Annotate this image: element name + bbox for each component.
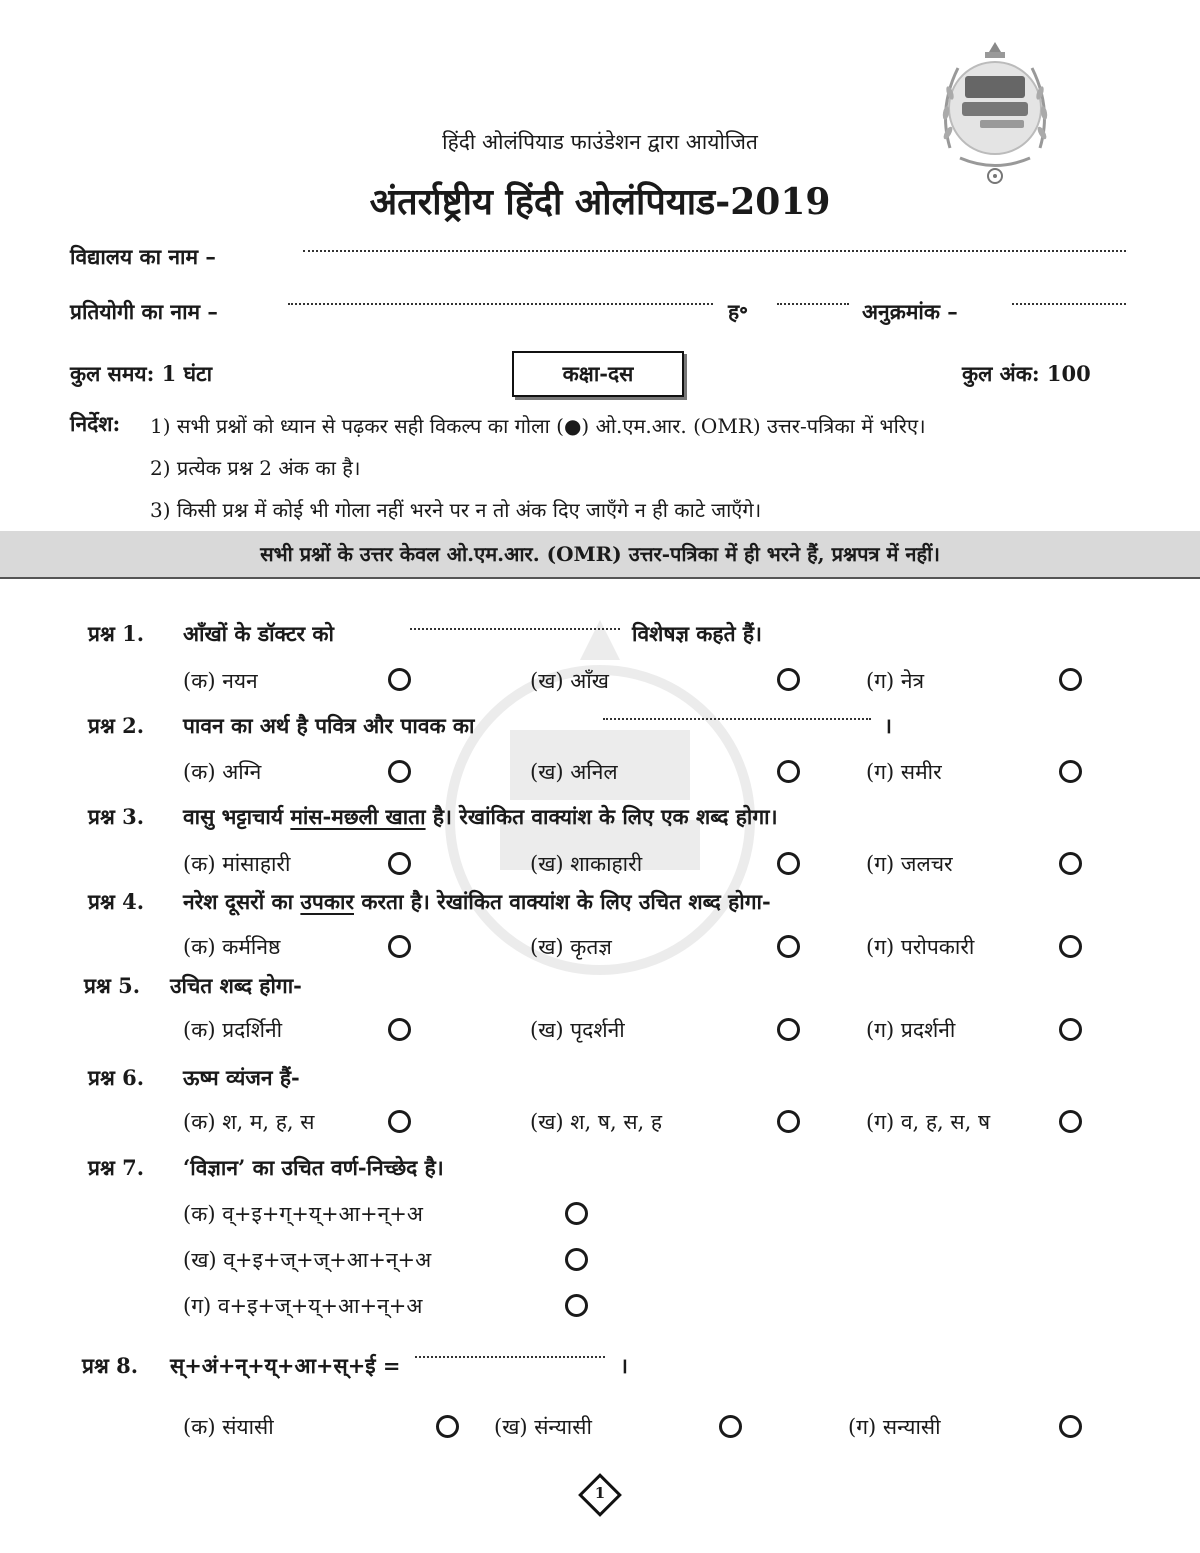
- answer-circle[interactable]: [777, 935, 800, 958]
- question-text: उचित शब्द होगा-: [170, 973, 302, 998]
- question-text: विशेषज्ञ कहते हैं।: [632, 621, 762, 646]
- school-name-field[interactable]: [303, 250, 1126, 252]
- option-label: (क) व्+इ+ग्+य्+आ+न्+अ: [183, 1202, 423, 1226]
- answer-circle[interactable]: [388, 852, 411, 875]
- option-label: (ख) शाकाहारी: [530, 852, 643, 876]
- option-label: (ख) कृतज्ञ: [530, 935, 612, 959]
- answer-circle[interactable]: [1059, 935, 1082, 958]
- question-label: प्रश्न 2.: [88, 713, 145, 738]
- question-label: प्रश्न 3.: [88, 804, 145, 829]
- question-label: प्रश्न 4.: [88, 889, 145, 914]
- organizer-line: हिंदी ओलंपियाड फाउंडेशन द्वारा आयोजित: [442, 130, 758, 154]
- option-label: (क) श, म, ह, स: [183, 1110, 315, 1134]
- answer-circle[interactable]: [1059, 760, 1082, 783]
- option-label: (ग) नेत्र: [866, 669, 925, 693]
- question-text-part: करता है। रेखांकित वाक्यांश के लिए उचित शब्द होगा-: [361, 889, 771, 914]
- option-label: (क) प्रदर्शिनी: [183, 1018, 283, 1042]
- answer-circle[interactable]: [388, 668, 411, 691]
- question-text-part: वासु भट्टाचार्य: [183, 804, 284, 829]
- instructions-label: निर्देश:: [70, 411, 121, 436]
- option-label: (ग) व+इ+ज्+य्+आ+न्+अ: [183, 1294, 423, 1318]
- answer-circle[interactable]: [1059, 852, 1082, 875]
- question-text: [183, 803, 778, 831]
- school-name-label: विद्यालय का नाम –: [70, 244, 216, 269]
- option-label: (क) संयासी: [183, 1415, 274, 1439]
- answer-circle[interactable]: [777, 1018, 800, 1041]
- page-title: अंतर्राष्ट्रीय हिंदी ओलंपियाड-2019: [369, 181, 831, 223]
- option-label: (ख) पृदर्शनी: [530, 1018, 625, 1042]
- question-text: ‘विज्ञान’ का उचित वर्ण-निच्छेद है।: [183, 1155, 444, 1180]
- instruction-item: 3) किसी प्रश्न में कोई भी गोला नहीं भरने पर न तो अंक दिए जाएँगे न ही काटे जाएँगे।: [150, 498, 762, 522]
- question-label: प्रश्न 1.: [88, 621, 145, 646]
- question-label: प्रश्न 6.: [88, 1065, 145, 1090]
- underlined-phrase: उपकार: [300, 889, 354, 914]
- answer-circle[interactable]: [1059, 668, 1082, 691]
- question-text: ।: [620, 1353, 628, 1378]
- option-label: (क) नयन: [183, 669, 258, 693]
- page-number: 1: [594, 1484, 606, 1502]
- class-box: कक्षा-दस: [512, 351, 684, 397]
- option-label: (ख) व्+इ+ज्+ज्+आ+न्+अ: [183, 1248, 432, 1272]
- roll-number-field[interactable]: [1012, 303, 1126, 305]
- question-text: आँखों के डॉक्टर को: [183, 621, 334, 646]
- signature-field[interactable]: [777, 303, 849, 305]
- blank-line: [603, 718, 871, 720]
- option-label: (ग) समीर: [866, 760, 942, 784]
- option-label: (क) अग्नि: [183, 760, 262, 784]
- option-label: (क) कर्मनिष्ठ: [183, 935, 281, 959]
- option-label: (ग) सन्यासी: [848, 1415, 941, 1439]
- answer-circle[interactable]: [565, 1294, 588, 1317]
- hindi-olympiad-seal-icon: [930, 38, 1060, 188]
- answer-circle[interactable]: [777, 1110, 800, 1133]
- question-label: प्रश्न 5.: [84, 973, 141, 998]
- omr-notice-band: सभी प्रश्नों के उत्तर केवल ओ.एम.आर. (OMR) उत्तर-पत्रिका में ही भरने हैं, प्रश्नपत्र में नहीं।: [0, 531, 1200, 579]
- underlined-phrase: मांस-मछली खाता: [290, 804, 426, 829]
- roll-number-label: अनुक्रमांक –: [862, 299, 958, 324]
- option-label: (ग) जलचर: [866, 852, 953, 876]
- answer-circle[interactable]: [388, 1018, 411, 1041]
- answer-circle[interactable]: [777, 668, 800, 691]
- question-text: पावन का अर्थ है पवित्र और पावक का: [183, 713, 475, 738]
- answer-circle[interactable]: [1059, 1415, 1082, 1438]
- option-label: (क) मांसाहारी: [183, 852, 291, 876]
- option-label: (ग) परोपकारी: [866, 935, 975, 959]
- answer-circle[interactable]: [1059, 1018, 1082, 1041]
- instruction-item: 1) सभी प्रश्नों को ध्यान से पढ़कर सही विकल्प का गोला (●) ओ.एम.आर. (OMR) उत्तर-पत्रिका में भरिए।: [150, 414, 926, 438]
- question-text-part: नरेश दूसरों का: [183, 889, 294, 914]
- question-text-part: है। रेखांकित वाक्यांश के लिए एक शब्द होगा।: [432, 804, 778, 829]
- question-label: प्रश्न 7.: [88, 1155, 145, 1180]
- question-text: [183, 888, 771, 916]
- option-label: (ख) अनिल: [530, 760, 618, 784]
- question-text: ।: [884, 713, 892, 738]
- option-label: (ख) संन्यासी: [494, 1415, 592, 1439]
- signature-label: ह॰: [728, 299, 749, 324]
- answer-circle[interactable]: [388, 935, 411, 958]
- answer-circle[interactable]: [777, 852, 800, 875]
- blank-line: [415, 1356, 605, 1358]
- page-number-badge: [578, 1473, 622, 1517]
- option-label: (ख) आँख: [530, 669, 609, 693]
- instruction-item: 2) प्रत्येक प्रश्न 2 अंक का है।: [150, 456, 361, 480]
- question-text: ऊष्म व्यंजन हैं-: [183, 1065, 300, 1090]
- answer-circle[interactable]: [1059, 1110, 1082, 1133]
- answer-circle[interactable]: [565, 1202, 588, 1225]
- total-marks: कुल अंक: 100: [962, 361, 1091, 386]
- blank-line: [410, 628, 620, 630]
- answer-circle[interactable]: [777, 760, 800, 783]
- question-label: प्रश्न 8.: [82, 1353, 139, 1378]
- participant-name-field[interactable]: [288, 303, 713, 305]
- option-label: (ख) श, ष, स, ह: [530, 1110, 663, 1134]
- question-text: स्+अं+न्+य्+आ+स्+ई =: [170, 1353, 401, 1378]
- answer-circle[interactable]: [388, 1110, 411, 1133]
- option-label: (ग) व, ह, स, ष: [866, 1110, 991, 1134]
- answer-circle[interactable]: [565, 1248, 588, 1271]
- answer-circle[interactable]: [388, 760, 411, 783]
- total-time: कुल समय: 1 घंटा: [70, 361, 213, 386]
- answer-circle[interactable]: [719, 1415, 742, 1438]
- participant-name-label: प्रतियोगी का नाम –: [70, 299, 218, 324]
- answer-circle[interactable]: [436, 1415, 459, 1438]
- option-label: (ग) प्रदर्शनी: [866, 1018, 956, 1042]
